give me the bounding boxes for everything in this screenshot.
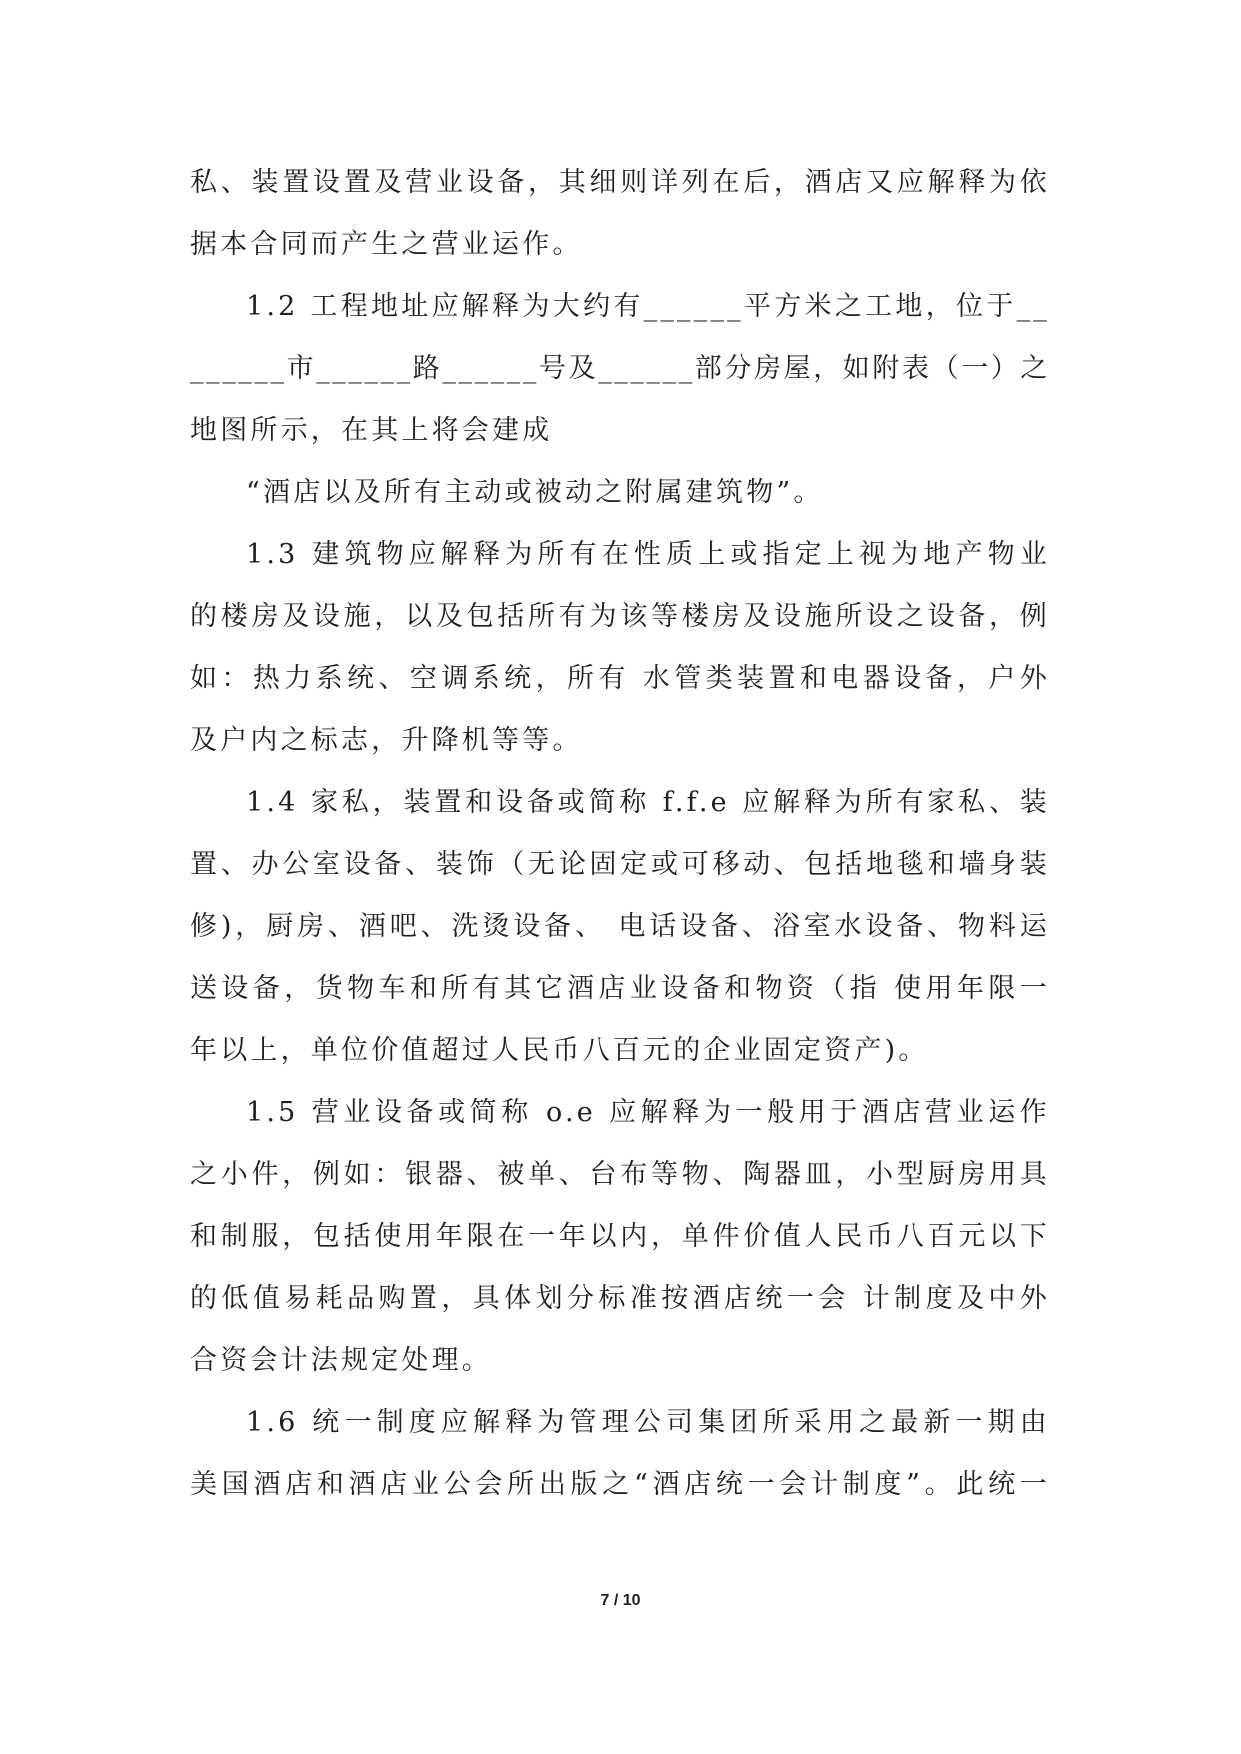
- text-line: “酒店以及所有主动或被动之附属建筑物”。: [246, 477, 824, 508]
- text-line: 送设备，货物车和所有其它酒店业设备和物资（指 使用年限一: [190, 973, 1050, 1004]
- text-line: 地图所示，在其上将会建成: [190, 415, 553, 446]
- text-line: 和制服，包括使用年限在一年以内，单件价值人民币八百元以下: [190, 1221, 1050, 1252]
- page-number: 7 / 10: [600, 1592, 641, 1609]
- text-line: 的楼房及设施，以及包括所有为该等楼房及设施所设之设备，例: [190, 601, 1050, 632]
- text-line: 1.6 统一制度应解释为管理公司集团所采用之最新一期由: [246, 1407, 1050, 1438]
- text-line: ______市______路______号及______部分房屋，如附表（一）之: [190, 353, 1050, 384]
- text-line: 1.2 工程地址应解释为大约有______平方米之工地，位于__: [246, 291, 1050, 322]
- text-line: 合资会计法规定处理。: [190, 1345, 492, 1376]
- text-line: 置、办公室设备、装饰（无论固定或可移动、包括地毯和墙身装: [190, 849, 1050, 880]
- text-line: 及户内之标志，升降机等等。: [190, 725, 583, 756]
- text-line: 1.3 建筑物应解释为所有在性质上或指定上视为地产物业: [246, 539, 1050, 570]
- text-line: 的低值易耗品购置，具体划分标准按酒店统一会 计制度及中外: [190, 1283, 1050, 1314]
- text-line: 1.4 家私，装置和设备或简称 f.f.e 应解释为所有家私、装: [246, 787, 1050, 818]
- text-line: 私、装置设置及营业设备，其细则详列在后，酒店又应解释为依: [190, 167, 1050, 198]
- text-line: 据本合同而产生之营业运作。: [190, 229, 583, 260]
- text-line: 修)，厨房、酒吧、洗烫设备、 电话设备、浴室水设备、物料运: [190, 911, 1050, 942]
- text-line: 之小件，例如：银器、被单、台布等物、陶器皿，小型厨房用具: [190, 1159, 1050, 1190]
- text-line: 如：热力系统、空调系统，所有 水管类装置和电器设备，户外: [190, 663, 1050, 694]
- text-line: 1.5 营业设备或简称 o.e 应解释为一般用于酒店营业运作: [246, 1097, 1050, 1128]
- text-line: 美国酒店和酒店业公会所出版之“酒店统一会计制度”。此统一: [190, 1469, 1050, 1500]
- text-line: 年以上，单位价值超过人民币八百元的企业固定资产)。: [190, 1035, 929, 1066]
- document-body: [190, 152, 1050, 1516]
